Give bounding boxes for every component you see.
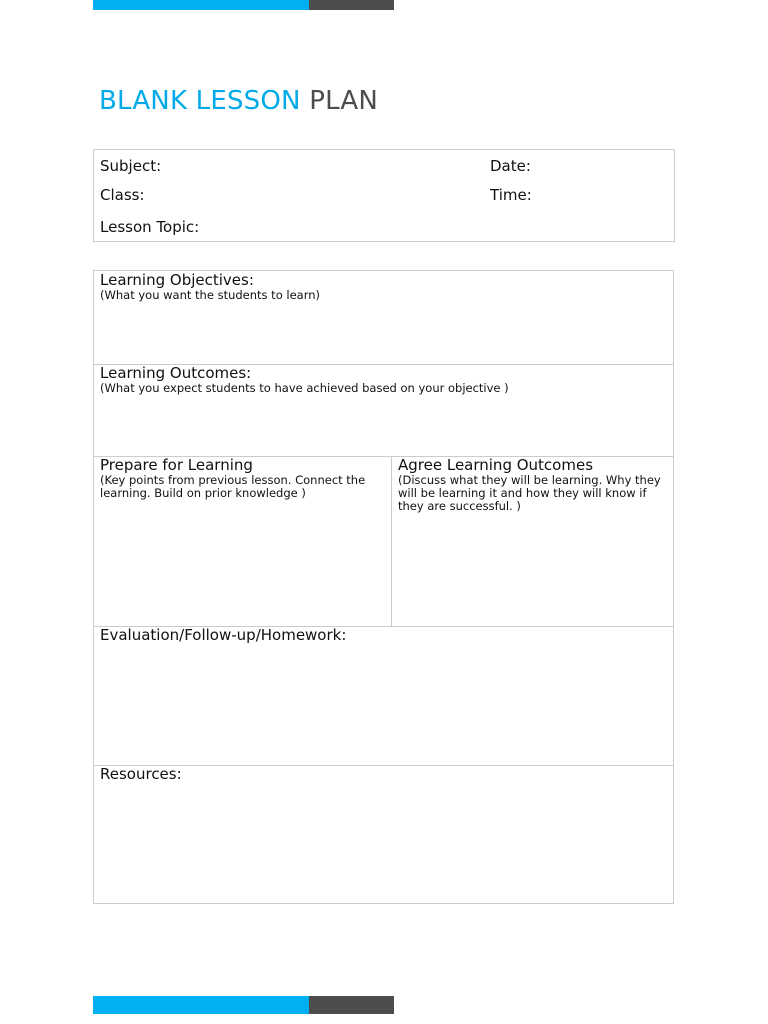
bottom-accent-blue [93,996,309,1014]
agree-learning-outcomes-heading: Agree Learning Outcomes [398,456,594,474]
prepare-for-learning-hint: (Key points from previous lesson. Connect the learning. Build on prior knowledge ) [100,473,366,500]
title-gray-part: PLAN [309,86,378,116]
top-accent-blue [93,0,309,10]
learning-objectives-section[interactable] [94,271,673,364]
subject-label: Subject: [100,157,162,175]
learning-outcomes-section[interactable] [94,364,673,456]
bottom-accent-gray [309,996,394,1014]
lesson-topic-label: Lesson Topic: [100,218,200,236]
lesson-info-box [93,149,675,242]
agree-learning-outcomes-hint: (Discuss what they will be learning. Why they will be learning it and how they will know if they are successful. ) [398,473,661,513]
bottom-accent-bar [93,996,394,1014]
evaluation-section[interactable] [94,626,673,765]
learning-objectives-hint: (What you want the students to learn) [100,288,321,302]
prepare-for-learning-heading: Prepare for Learning [100,456,253,474]
evaluation-heading: Evaluation/Follow-up/Homework: [100,626,347,644]
top-accent-gray [309,0,394,10]
class-label: Class: [100,186,145,204]
lesson-plan-grid [93,270,674,904]
resources-heading: Resources: [100,765,182,783]
learning-objectives-heading: Learning Objectives: [100,271,254,289]
resources-section[interactable] [94,765,673,903]
agree-learning-outcomes-section[interactable] [392,456,673,626]
learning-outcomes-hint: (What you expect students to have achieved based on your objective ) [100,381,509,395]
date-label: Date: [490,157,531,175]
learning-outcomes-heading: Learning Outcomes: [100,364,252,382]
page-title [99,86,378,116]
time-label: Time: [490,186,532,204]
top-accent-bar [93,0,394,10]
title-blue-part: BLANK LESSON [99,86,301,116]
prepare-for-learning-section[interactable] [94,456,391,626]
